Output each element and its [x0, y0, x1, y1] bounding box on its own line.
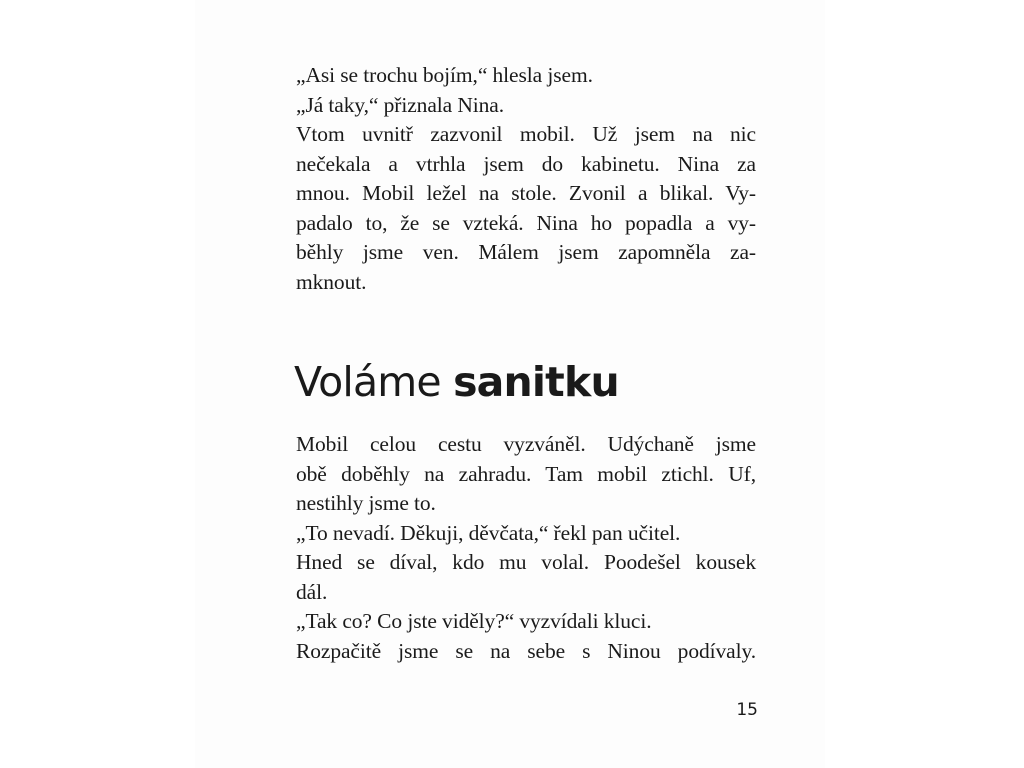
- text-line: Hned se díval, kdo mu volal. Poodešel kousek: [296, 550, 756, 574]
- text-line: „Já taky,“ přiznala Nina.: [296, 92, 505, 117]
- chapter-heading-light: Voláme: [294, 358, 454, 406]
- text-block-bottom: [296, 430, 756, 666]
- text-line: Vtom uvnitř zazvonil mobil. Už jsem na nic: [296, 122, 756, 146]
- text-line: nestihly jsme to.: [296, 491, 436, 515]
- text-line: padalo to, že se vzteká. Nina ho popadla a vy-: [296, 210, 756, 235]
- text-line: nečekala a vtrhla jsem do kabinetu. Nina za: [296, 151, 756, 176]
- text-line: „To nevadí. Děkuji, děvčata,“ řekl pan učitel.: [296, 520, 681, 545]
- book-page: [195, 0, 825, 768]
- text-block-top: [296, 61, 756, 297]
- text-line: „Asi se trochu bojím,“ hlesla jsem.: [296, 63, 593, 87]
- text-line: obě doběhly na zahradu. Tam mobil ztichl. Uf,: [296, 461, 756, 486]
- text-line: Rozpačitě jsme se na sebe s Ninou podívaly.: [296, 638, 756, 663]
- text-line: mknout.: [296, 269, 367, 294]
- chapter-heading: [294, 356, 619, 408]
- text-line: běhly jsme ven. Málem jsem zapomněla za-: [296, 240, 756, 264]
- text-line: „Tak co? Co jste viděly?“ vyzvídali kluci.: [296, 609, 652, 633]
- text-line: dál.: [296, 579, 328, 604]
- page-number: 15: [736, 700, 758, 720]
- chapter-heading-bold: sanitku: [453, 358, 619, 406]
- text-line: Mobil celou cestu vyzváněl. Udýchaně jsme: [296, 432, 756, 456]
- text-line: mnou. Mobil ležel na stole. Zvonil a blikal. Vy-: [296, 181, 756, 205]
